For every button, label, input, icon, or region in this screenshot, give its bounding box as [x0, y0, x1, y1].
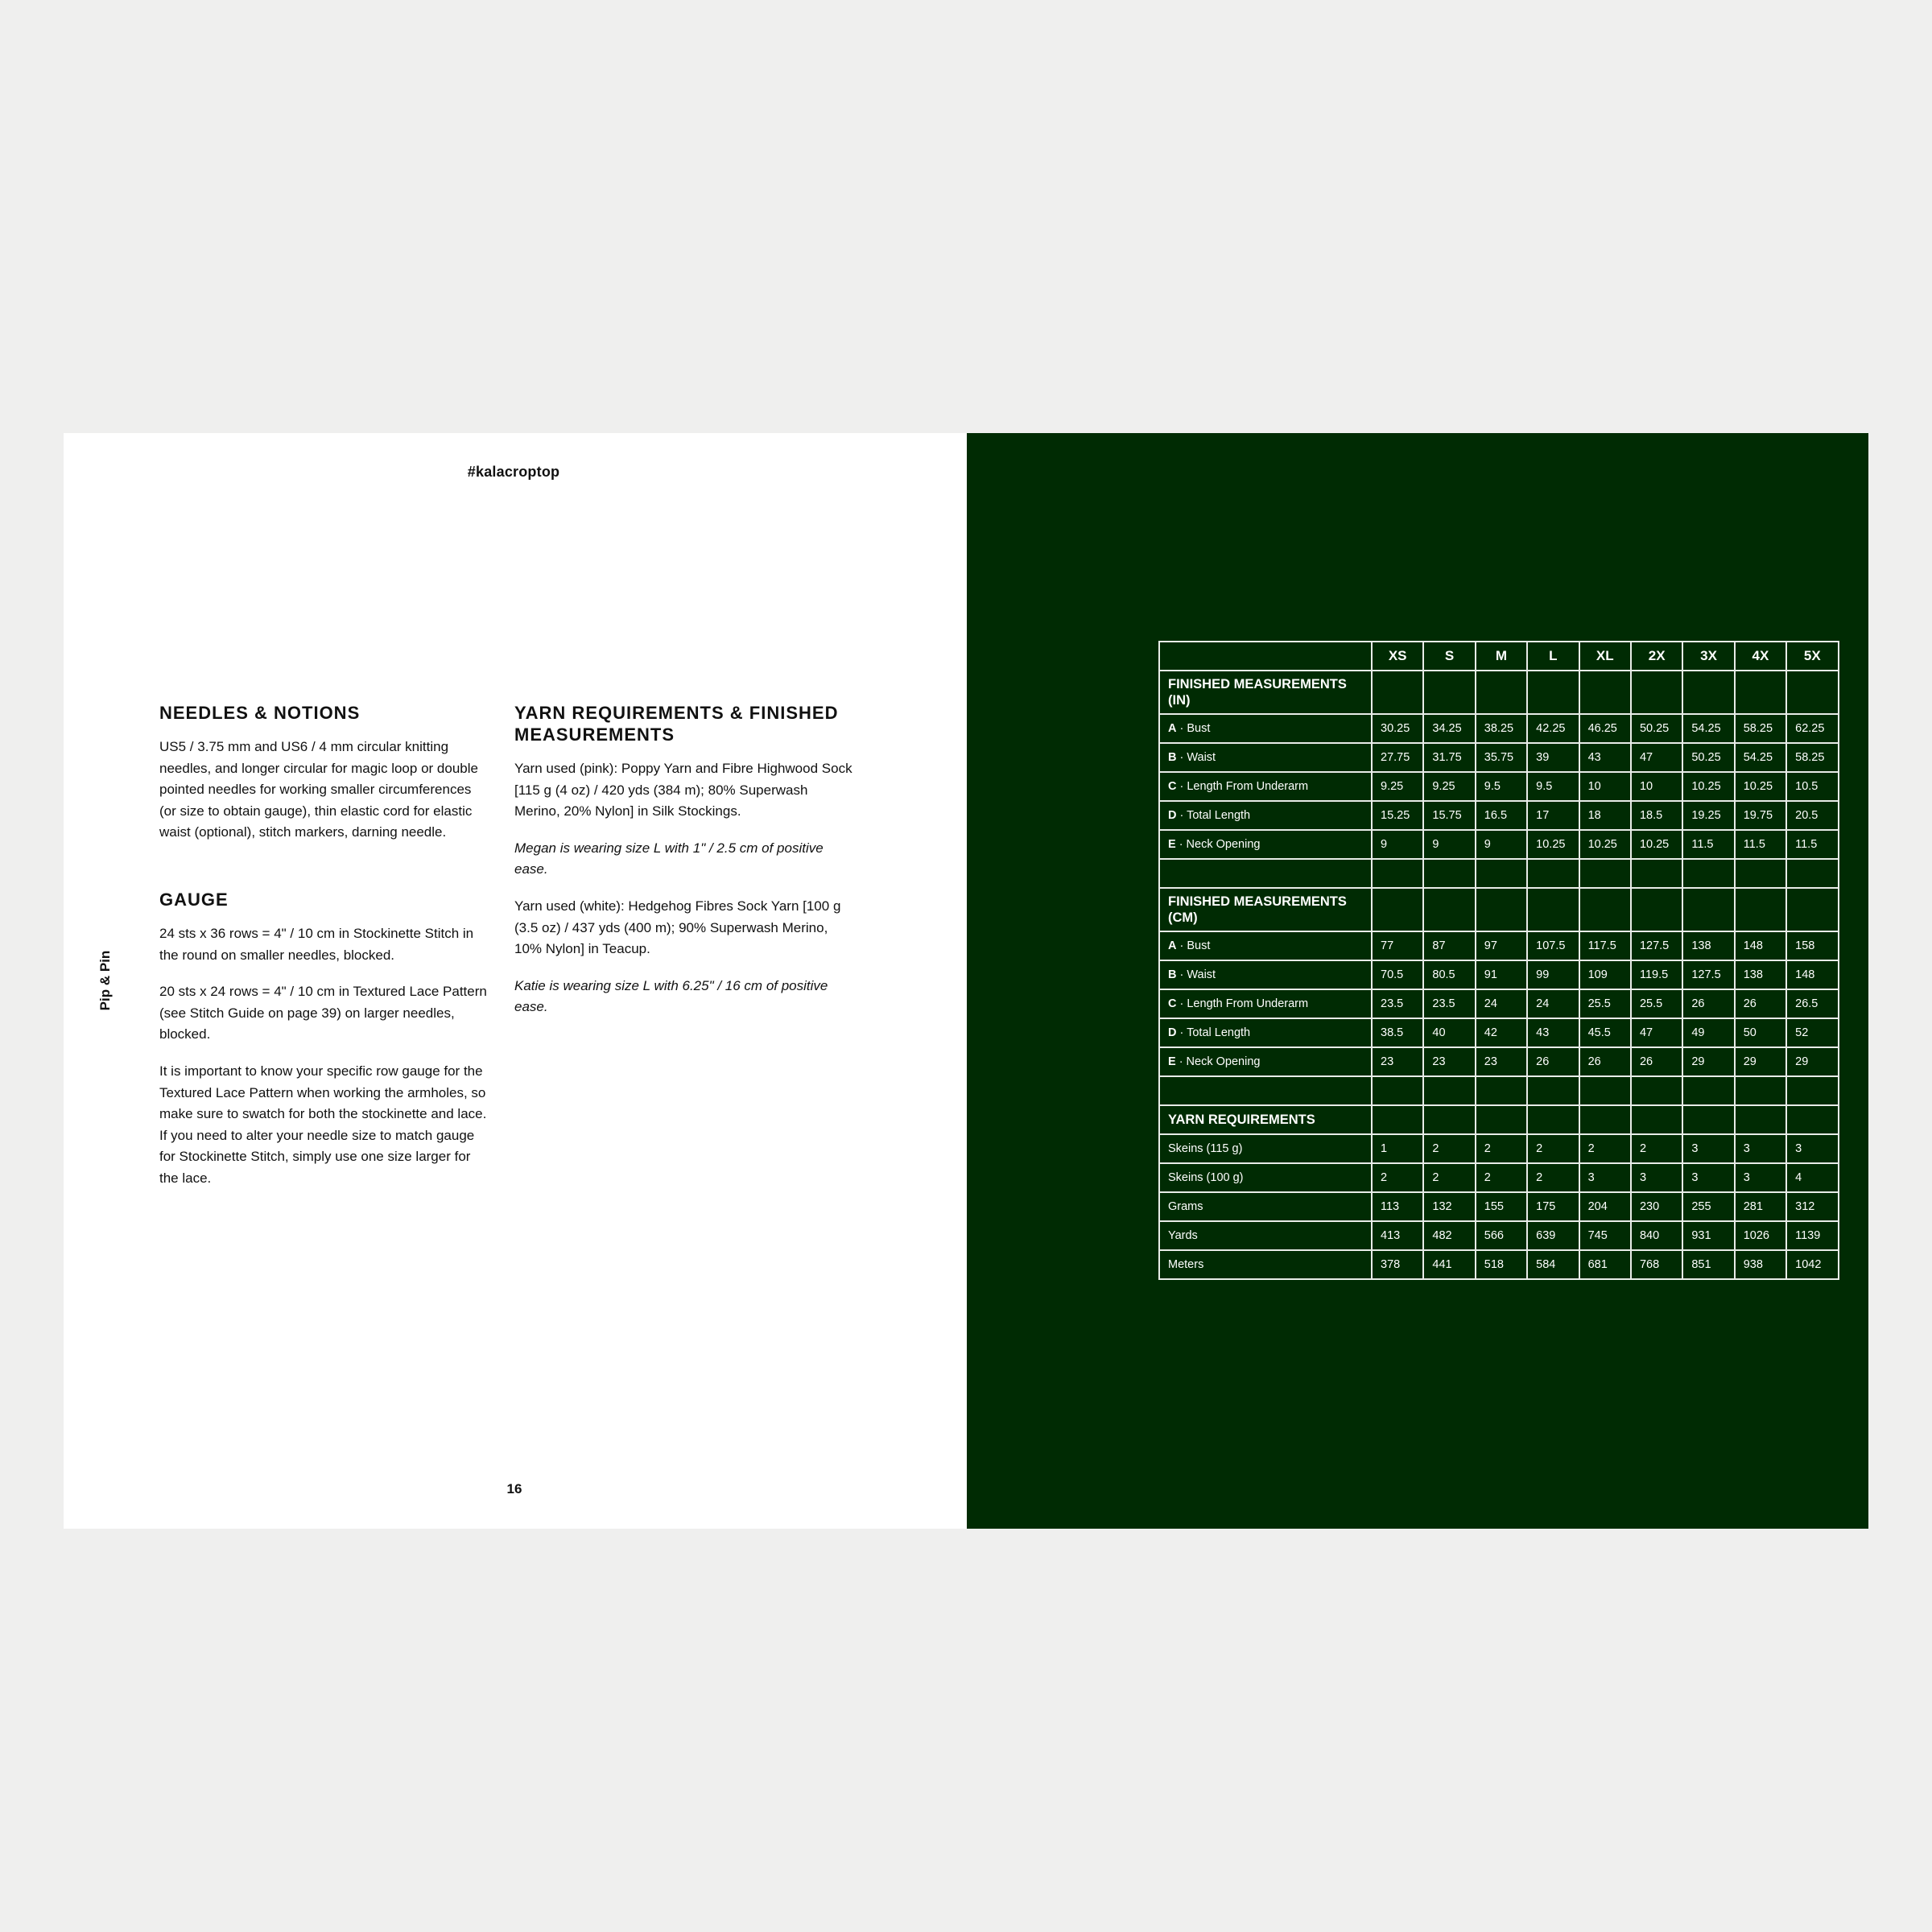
- gauge-paragraph: It is important to know your specific row gauge for the Textured Lace Pattern when working the armholes, so make sure to swatch for both the stockinette and lace. If you need to alter your needle size to match gauge for Stockinette Stitch, simply use one size larger for the lace.: [159, 1063, 487, 1186]
- row-name: · Total Length: [1179, 1026, 1251, 1039]
- table-cell: 26: [1631, 1047, 1682, 1076]
- row-name: · Total Length: [1179, 809, 1251, 822]
- table-row: [1159, 743, 1839, 772]
- table-cell: 11.5: [1735, 830, 1786, 859]
- empty-cell: [1735, 1105, 1786, 1134]
- table-cell: 23.5: [1372, 989, 1423, 1018]
- table-cell: 2: [1423, 1134, 1475, 1163]
- empty-cell: [1527, 671, 1579, 714]
- table-row: [1159, 960, 1839, 989]
- row-label: [1159, 931, 1372, 960]
- row-name: · Bust: [1179, 939, 1211, 952]
- table-cell: 148: [1786, 960, 1838, 989]
- table-cell: 158: [1786, 931, 1838, 960]
- row-name: · Waist: [1179, 751, 1216, 764]
- row-label: [1159, 1192, 1372, 1221]
- empty-cell: [1372, 671, 1423, 714]
- row-label: [1159, 1134, 1372, 1163]
- table-row: [1159, 772, 1839, 801]
- table-cell: 26: [1682, 989, 1734, 1018]
- table-cell: 24: [1527, 989, 1579, 1018]
- table-cell: 148: [1735, 931, 1786, 960]
- row-label: [1159, 1250, 1372, 1279]
- table-cell: 1026: [1735, 1221, 1786, 1250]
- table-cell: 3: [1735, 1134, 1786, 1163]
- empty-cell: [1631, 888, 1682, 931]
- row-letter: E: [1168, 838, 1176, 851]
- table-cell: 54.25: [1682, 714, 1734, 743]
- table-cell: 2: [1631, 1134, 1682, 1163]
- row-letter: C: [1168, 780, 1177, 793]
- table-cell: 24: [1476, 989, 1527, 1018]
- table-cell: 639: [1527, 1221, 1579, 1250]
- size-header: XL: [1579, 642, 1631, 671]
- empty-cell: [1631, 859, 1682, 888]
- section-title: FINISHED MEASUREMENTS (CM): [1159, 888, 1372, 931]
- table-cell: 768: [1631, 1250, 1682, 1279]
- empty-cell: [1527, 859, 1579, 888]
- table-cell: 138: [1735, 960, 1786, 989]
- row-label: [1159, 960, 1372, 989]
- gauge-heading: GAUGE: [159, 889, 229, 910]
- table-cell: 2: [1579, 1134, 1631, 1163]
- table-cell: 566: [1476, 1221, 1527, 1250]
- row-label: [1159, 989, 1372, 1018]
- table-row: [1159, 1134, 1839, 1163]
- empty-cell: [1682, 1105, 1734, 1134]
- size-header: XS: [1372, 642, 1423, 671]
- section-header-row: [1159, 888, 1839, 931]
- yarn-paragraph: Yarn used (pink): Poppy Yarn and Fibre Highwood Sock [115 g (4 oz) / 420 yds (384 m); 80% Superwash Merino, 20% Nylon] in Silk Stockings.: [514, 761, 852, 819]
- row-label: [1159, 830, 1372, 859]
- table-cell: 29: [1682, 1047, 1734, 1076]
- table-cell: 38.25: [1476, 714, 1527, 743]
- table-cell: 25.5: [1579, 989, 1631, 1018]
- empty-cell: [1682, 671, 1734, 714]
- size-header: L: [1527, 642, 1579, 671]
- table-cell: 27.75: [1372, 743, 1423, 772]
- table-cell: 42: [1476, 1018, 1527, 1047]
- table-cell: 15.25: [1372, 801, 1423, 830]
- table-cell: 58.25: [1735, 714, 1786, 743]
- column-left: [159, 702, 489, 1205]
- row-letter: B: [1168, 968, 1177, 981]
- empty-cell: [1476, 1076, 1527, 1105]
- section-header-row: [1159, 1105, 1839, 1134]
- table-cell: 25.5: [1631, 989, 1682, 1018]
- size-header: 2X: [1631, 642, 1682, 671]
- table-cell: 584: [1527, 1250, 1579, 1279]
- table-cell: 3: [1786, 1134, 1838, 1163]
- table-cell: 9.25: [1423, 772, 1475, 801]
- row-name: Grams: [1168, 1200, 1203, 1213]
- yarn-note: Megan is wearing size L with 1" / 2.5 cm of positive ease.: [514, 840, 824, 877]
- table-cell: 47: [1631, 743, 1682, 772]
- table-cell: 43: [1579, 743, 1631, 772]
- table-cell: 10.25: [1735, 772, 1786, 801]
- table-cell: 3: [1631, 1163, 1682, 1192]
- table-cell: 2: [1372, 1163, 1423, 1192]
- table-cell: 49: [1682, 1018, 1734, 1047]
- empty-cell: [1423, 1076, 1475, 1105]
- table-row: [1159, 1250, 1839, 1279]
- table-cell: 107.5: [1527, 931, 1579, 960]
- table-cell: 851: [1682, 1250, 1734, 1279]
- row-name: · Neck Opening: [1179, 838, 1261, 851]
- row-letter: B: [1168, 751, 1177, 764]
- table-cell: 1139: [1786, 1221, 1838, 1250]
- table-cell: 87: [1423, 931, 1475, 960]
- row-label: [1159, 801, 1372, 830]
- empty-cell: [1735, 1076, 1786, 1105]
- empty-cell: [1476, 888, 1527, 931]
- table-cell: 10.5: [1786, 772, 1838, 801]
- table-cell: 97: [1476, 931, 1527, 960]
- section-header-row: [1159, 671, 1839, 714]
- table-cell: 26: [1735, 989, 1786, 1018]
- empty-cell: [1735, 888, 1786, 931]
- table-cell: 230: [1631, 1192, 1682, 1221]
- table-cell: 26.5: [1786, 989, 1838, 1018]
- section-title: FINISHED MEASUREMENTS (IN): [1159, 671, 1372, 714]
- empty-cell: [1476, 859, 1527, 888]
- table-cell: 518: [1476, 1250, 1527, 1279]
- empty-cell: [1631, 1105, 1682, 1134]
- empty-cell: [1423, 1105, 1475, 1134]
- table-cell: 34.25: [1423, 714, 1475, 743]
- table-row: [1159, 714, 1839, 743]
- table-cell: 155: [1476, 1192, 1527, 1221]
- empty-cell: [1786, 1105, 1838, 1134]
- table-cell: 10.25: [1682, 772, 1734, 801]
- empty-cell: [1579, 671, 1631, 714]
- size-header: S: [1423, 642, 1475, 671]
- empty-cell: [1579, 859, 1631, 888]
- page-number: 16: [506, 1481, 522, 1496]
- right-page: [967, 433, 1868, 1529]
- book-spread: [64, 433, 1868, 1529]
- yarn-paragraph: Yarn used (white): Hedgehog Fibres Sock Yarn [100 g (3.5 oz) / 437 yds (400 m); 90% Superwash Merino, 10% Nylon] in Teacup.: [514, 898, 841, 957]
- table-cell: 204: [1579, 1192, 1631, 1221]
- table-cell: 17: [1527, 801, 1579, 830]
- spacer-row: [1159, 859, 1839, 888]
- hashtag: #kalacroptop: [467, 464, 560, 480]
- section-title: YARN REQUIREMENTS: [1159, 1105, 1372, 1134]
- table-row: [1159, 1192, 1839, 1221]
- empty-cell: [1579, 1076, 1631, 1105]
- table-cell: 2: [1476, 1134, 1527, 1163]
- table-row: [1159, 1018, 1839, 1047]
- table-cell: 2: [1423, 1163, 1475, 1192]
- size-header: 3X: [1682, 642, 1734, 671]
- table-cell: 255: [1682, 1192, 1734, 1221]
- table-cell: 931: [1682, 1221, 1734, 1250]
- table-cell: 10: [1631, 772, 1682, 801]
- table-cell: 19.25: [1682, 801, 1734, 830]
- table-cell: 30.25: [1372, 714, 1423, 743]
- table-cell: 117.5: [1579, 931, 1631, 960]
- table-cell: 43: [1527, 1018, 1579, 1047]
- table-cell: 2: [1527, 1163, 1579, 1192]
- table-cell: 16.5: [1476, 801, 1527, 830]
- needles-heading: NEEDLES & NOTIONS: [159, 703, 361, 723]
- gauge-paragraph: 20 sts x 24 rows = 4" / 10 cm in Textured Lace Pattern (see Stitch Guide on page 39) on larger needles, blocked.: [159, 984, 487, 1042]
- empty-cell: [1527, 1105, 1579, 1134]
- table-row: [1159, 1047, 1839, 1076]
- row-name: · Neck Opening: [1179, 1055, 1261, 1068]
- empty-cell: [1423, 671, 1475, 714]
- table-cell: 938: [1735, 1250, 1786, 1279]
- table-cell: 109: [1579, 960, 1631, 989]
- row-label: [1159, 772, 1372, 801]
- row-label: [1159, 1163, 1372, 1192]
- table-cell: 3: [1579, 1163, 1631, 1192]
- table-cell: 91: [1476, 960, 1527, 989]
- empty-cell: [1527, 888, 1579, 931]
- empty-cell: [1372, 859, 1423, 888]
- table-cell: 42.25: [1527, 714, 1579, 743]
- table-cell: 50.25: [1631, 714, 1682, 743]
- size-header: 4X: [1735, 642, 1786, 671]
- table-cell: 39: [1527, 743, 1579, 772]
- row-label: [1159, 1047, 1372, 1076]
- corner-cell: [1159, 642, 1372, 671]
- table-cell: 35.75: [1476, 743, 1527, 772]
- empty-cell: [1735, 859, 1786, 888]
- table-cell: 413: [1372, 1221, 1423, 1250]
- size-header: M: [1476, 642, 1527, 671]
- side-label: Pip & Pin: [97, 950, 113, 1011]
- table-cell: 29: [1786, 1047, 1838, 1076]
- table-cell: 19.75: [1735, 801, 1786, 830]
- table-cell: 138: [1682, 931, 1734, 960]
- table-cell: 11.5: [1682, 830, 1734, 859]
- table-cell: 80.5: [1423, 960, 1475, 989]
- table-cell: 3: [1735, 1163, 1786, 1192]
- empty-cell: [1579, 1105, 1631, 1134]
- size-table: [1158, 641, 1839, 1280]
- table-cell: 23: [1423, 1047, 1475, 1076]
- table-cell: 23: [1476, 1047, 1527, 1076]
- table-cell: 840: [1631, 1221, 1682, 1250]
- table-cell: 77: [1372, 931, 1423, 960]
- table-cell: 50.25: [1682, 743, 1734, 772]
- table-cell: 482: [1423, 1221, 1475, 1250]
- table-cell: 70.5: [1372, 960, 1423, 989]
- empty-cell: [1682, 888, 1734, 931]
- empty-cell: [1372, 1105, 1423, 1134]
- table-cell: 31.75: [1423, 743, 1475, 772]
- row-label: [1159, 1018, 1372, 1047]
- table-row: [1159, 830, 1839, 859]
- table-cell: 20.5: [1786, 801, 1838, 830]
- row-label: [1159, 743, 1372, 772]
- row-name: · Length From Underarm: [1179, 997, 1309, 1010]
- table-cell: 3: [1682, 1163, 1734, 1192]
- empty-cell: [1786, 888, 1838, 931]
- table-cell: 9: [1372, 830, 1423, 859]
- row-label: [1159, 1221, 1372, 1250]
- empty-cell: [1682, 1076, 1734, 1105]
- empty-cell: [1423, 859, 1475, 888]
- empty-cell: [1631, 1076, 1682, 1105]
- table-cell: 681: [1579, 1250, 1631, 1279]
- row-name: · Bust: [1179, 722, 1211, 735]
- table-cell: 10: [1579, 772, 1631, 801]
- table-row: [1159, 931, 1839, 960]
- empty-cell: [1476, 1105, 1527, 1134]
- table-cell: 47: [1631, 1018, 1682, 1047]
- table-cell: 26: [1579, 1047, 1631, 1076]
- table-cell: 10.25: [1579, 830, 1631, 859]
- table-cell: 23: [1372, 1047, 1423, 1076]
- table-cell: 10.25: [1631, 830, 1682, 859]
- table-cell: 18.5: [1631, 801, 1682, 830]
- size-table-body: [1159, 671, 1839, 1279]
- table-row: [1159, 989, 1839, 1018]
- table-cell: 2: [1476, 1163, 1527, 1192]
- needles-text: US5 / 3.75 mm and US6 / 4 mm circular knitting needles, and longer circular for magic loop or double pointed needles for working smaller circumferences (or size to obtain gauge), thin elastic cord for elastic waist (optional), stitch markers, darning needle.: [159, 739, 478, 840]
- table-cell: 45.5: [1579, 1018, 1631, 1047]
- table-cell: 4: [1786, 1163, 1838, 1192]
- empty-cell: [1579, 888, 1631, 931]
- table-cell: 1: [1372, 1134, 1423, 1163]
- row-letter: E: [1168, 1055, 1176, 1068]
- table-cell: 52: [1786, 1018, 1838, 1047]
- table-cell: 38.5: [1372, 1018, 1423, 1047]
- empty-cell: [1372, 888, 1423, 931]
- table-cell: 745: [1579, 1221, 1631, 1250]
- table-cell: 1042: [1786, 1250, 1838, 1279]
- table-row: [1159, 1221, 1839, 1250]
- empty-cell: [1682, 859, 1734, 888]
- empty-cell: [1423, 888, 1475, 931]
- table-cell: 127.5: [1631, 931, 1682, 960]
- empty-cell: [1735, 671, 1786, 714]
- gauge-paragraph: 24 sts x 36 rows = 4" / 10 cm in Stockinette Stitch in the round on smaller needles, blocked.: [159, 925, 474, 963]
- table-row: [1159, 1163, 1839, 1192]
- table-cell: 281: [1735, 1192, 1786, 1221]
- empty-cell: [1372, 1076, 1423, 1105]
- table-cell: 9: [1476, 830, 1527, 859]
- size-header-row: [1159, 642, 1839, 671]
- table-cell: 441: [1423, 1250, 1475, 1279]
- table-cell: 18: [1579, 801, 1631, 830]
- size-header: 5X: [1786, 642, 1838, 671]
- table-cell: 3: [1682, 1134, 1734, 1163]
- row-name: Skeins (115 g): [1168, 1142, 1243, 1155]
- spacer-row: [1159, 1076, 1839, 1105]
- left-page: [64, 433, 967, 1529]
- empty-cell: [1786, 671, 1838, 714]
- table-cell: 127.5: [1682, 960, 1734, 989]
- table-row: [1159, 801, 1839, 830]
- row-name: Skeins (100 g): [1168, 1171, 1244, 1184]
- table-cell: 29: [1735, 1047, 1786, 1076]
- table-cell: 62.25: [1786, 714, 1838, 743]
- empty-cell: [1786, 859, 1838, 888]
- table-cell: 10.25: [1527, 830, 1579, 859]
- row-letter: D: [1168, 1026, 1177, 1039]
- table-cell: 46.25: [1579, 714, 1631, 743]
- empty-cell: [1159, 1076, 1372, 1105]
- table-cell: 132: [1423, 1192, 1475, 1221]
- column-right: [514, 702, 852, 1034]
- table-cell: 9.5: [1476, 772, 1527, 801]
- table-cell: 50: [1735, 1018, 1786, 1047]
- row-letter: A: [1168, 939, 1177, 952]
- row-label: [1159, 714, 1372, 743]
- yarn-note: Katie is wearing size L with 6.25" / 16 cm of positive ease.: [514, 977, 828, 1015]
- row-letter: A: [1168, 722, 1177, 735]
- yarn-heading: YARN REQUIREMENTS & FINISHED MEASUREMENTS: [514, 703, 839, 745]
- table-cell: 9.5: [1527, 772, 1579, 801]
- table-cell: 11.5: [1786, 830, 1838, 859]
- table-cell: 2: [1527, 1134, 1579, 1163]
- table-cell: 113: [1372, 1192, 1423, 1221]
- table-cell: 119.5: [1631, 960, 1682, 989]
- empty-cell: [1476, 671, 1527, 714]
- empty-cell: [1527, 1076, 1579, 1105]
- row-name: · Length From Underarm: [1179, 780, 1309, 793]
- table-cell: 175: [1527, 1192, 1579, 1221]
- table-cell: 9.25: [1372, 772, 1423, 801]
- row-name: Meters: [1168, 1258, 1204, 1271]
- table-cell: 312: [1786, 1192, 1838, 1221]
- table-cell: 40: [1423, 1018, 1475, 1047]
- row-name: · Waist: [1179, 968, 1216, 981]
- empty-cell: [1631, 671, 1682, 714]
- row-letter: C: [1168, 997, 1177, 1010]
- table-cell: 99: [1527, 960, 1579, 989]
- row-name: Yards: [1168, 1229, 1198, 1242]
- row-letter: D: [1168, 809, 1177, 822]
- table-cell: 23.5: [1423, 989, 1475, 1018]
- empty-cell: [1159, 859, 1372, 888]
- empty-cell: [1786, 1076, 1838, 1105]
- table-cell: 26: [1527, 1047, 1579, 1076]
- table-cell: 15.75: [1423, 801, 1475, 830]
- table-cell: 54.25: [1735, 743, 1786, 772]
- table-cell: 378: [1372, 1250, 1423, 1279]
- table-cell: 9: [1423, 830, 1475, 859]
- table-cell: 58.25: [1786, 743, 1838, 772]
